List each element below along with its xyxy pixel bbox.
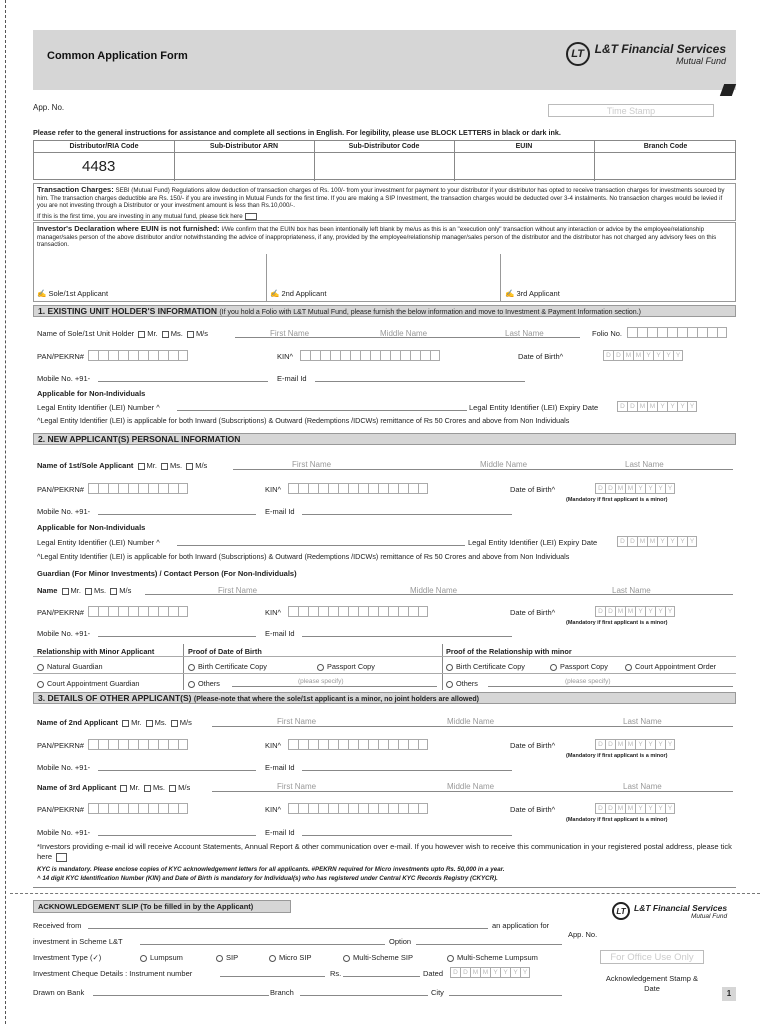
a1-pan-field[interactable] [88,483,188,494]
sip-option[interactable]: SIP [216,953,238,962]
a1-lei-label: Legal Entity Identifier (LEI) Number ^ [37,538,160,547]
a1-dob-field[interactable]: D D M M Y Y Y Y [595,483,675,494]
dob-label: Date of Birth^ [518,352,564,361]
a2-dob-label: Date of Birth^ [510,741,556,750]
a1-mss-label: M/s [195,461,208,470]
section-1-title: 1. EXISTING UNIT HOLDER'S INFORMATION [38,306,217,316]
g-dob-label: Date of Birth^ [510,608,556,617]
rs-label: Rs. [330,969,342,978]
a1-kin-label: KIN^ [265,485,282,494]
middle-name-hint: Middle Name [380,329,428,338]
a1-first-hint: First Name [292,460,332,469]
g-pan-field[interactable] [88,606,188,617]
option-label: Option [389,937,412,946]
ack-logo-sub: Mutual Fund [690,912,728,920]
dob-others-option[interactable]: Others [188,679,220,688]
brand-logo [566,42,726,66]
kin-field-1[interactable] [300,350,440,361]
a2-mss-checkbox[interactable] [171,720,178,727]
first-name-hint: First Name [270,329,310,338]
relationship-header: Relationship with Minor Applicant [37,647,155,656]
a3-pan-field[interactable] [88,803,188,814]
received-label: Received from [33,921,82,930]
a2-pan-field[interactable] [88,739,188,750]
distributor-code-field[interactable]: 4483 [82,158,116,175]
g-kin-field[interactable] [288,606,428,617]
a1-email-label: E-mail Id [265,507,295,516]
email-footnote: *Investors providing e-mail id will receive Account Statements, Annual Report & other communication over e-mail. If you however wish to receive this communication in your registered postal address, please tick here [37,842,732,861]
sign-3rd[interactable]: ✍ 3rd Applicant [505,289,560,298]
ms-checkbox[interactable] [162,331,169,338]
ack-title: ACKNOWLEDGEMENT SLIP (To be filled in by the Applicant) [33,900,291,913]
instrument-field[interactable] [220,976,325,977]
g-mobile-label: Mobile No. +91- [37,629,91,638]
g-middle-hint: Middle Name [410,586,458,595]
bank-field[interactable] [93,995,269,996]
multi-lumpsum-option[interactable]: Multi-Scheme Lumpsum [447,953,538,962]
city-label: City [431,988,444,997]
section-3-header [33,692,736,704]
g-name-label: Name [37,586,58,595]
a2-mss-label: M/s [179,718,192,727]
a2-ms-label: Ms. [154,718,167,727]
a1-lei-note: ^Legal Entity Identifier (LEI) is applicable for both Inward (Subscriptions) & Outward (Redemptions /IDCWs) remittance of Rs 50 Crores and above from Non Individuals [37,552,570,561]
a1-mr-label: Mr. [146,461,157,470]
a1-kin-field[interactable] [288,483,428,494]
lumpsum-option[interactable]: Lumpsum [140,953,183,962]
kyc-footnote: KYC is mandatory. Please enclose copies of KYC acknowledgement letters for all applicants. #PEKRN required for Micro investments upto Rs. 50,000 in a year. [37,866,505,873]
lei-expiry-label: Legal Entity Identifier (LEI) Expiry Date [469,403,599,412]
g-mss-label: M/s [119,586,132,595]
name3-label: Name of 3rd Applicant [37,783,117,792]
a3-ms-checkbox[interactable] [144,785,151,792]
section-3-title: 3. DETAILS OF OTHER APPLICANT(S) [38,693,192,703]
a1-name-field[interactable] [233,469,733,470]
first-time-checkbox[interactable] [245,213,257,220]
lt-logo-icon: LT [566,42,590,66]
a3-last-hint: Last Name [623,782,662,791]
txn-label: Transaction Charges: [37,185,114,194]
city-field[interactable] [449,995,562,996]
lei-note: ^Legal Entity Identifier (LEI) is applicable for both Inward (Subscriptions) & Outward (Redemptions /IDCWs) remittance of Rs 50 Crores and above from Non Individuals [37,416,570,425]
a2-kin-label: KIN^ [265,741,282,750]
a1-mr-checkbox[interactable] [138,463,145,470]
a2-dob-field[interactable]: D D M M Y Y Y Y [595,739,675,750]
a2-mr-label: Mr. [131,718,142,727]
section-1-header [33,305,736,317]
a3-kin-field[interactable] [288,803,428,814]
lei-label: Legal Entity Identifier (LEI) Number ^ [37,403,160,412]
kin-label: KIN^ [277,352,294,361]
a1-non-ind-label: Applicable for Non-Individuals [37,523,146,532]
proof-relationship-header: Proof of the Relationship with minor [446,647,572,656]
ack-logo [612,902,760,920]
pan-label: PAN/PEKRN# [37,352,84,361]
a1-pan-label: PAN/PEKRN# [37,485,84,494]
a3-pan-label: PAN/PEKRN# [37,805,84,814]
g-first-hint: First Name [218,586,258,595]
amount-field[interactable] [343,976,420,977]
col-distributor-code: Distributor/RIA Code [69,143,139,150]
a1-mobile-field[interactable] [98,514,256,515]
col-branch-code: Branch Code [643,143,688,150]
a2-last-hint: Last Name [623,717,662,726]
a2-email-field[interactable] [302,770,512,771]
dob-specify-hint: (please specify) [298,678,344,685]
rel-court-order-option[interactable]: Court Appointment Order [625,662,716,671]
a3-mss-label: M/s [178,783,191,792]
a3-name-field[interactable] [212,791,733,792]
email-label: E-mail Id [277,374,307,383]
received-field[interactable] [88,928,488,929]
sign-2nd[interactable]: ✍ 2nd Applicant [270,289,327,298]
a3-mr-label: Mr. [129,783,140,792]
sign-2nd-label: 2nd Applicant [281,289,327,298]
sign-3rd-label: 3rd Applicant [516,289,560,298]
guardian-label: Guardian (For Minor Investments) / Contact Person (For Non-Individuals) [37,569,297,578]
a3-email-label: E-mail Id [265,828,295,837]
ack-app-no-label: App. No. [568,930,598,939]
folio-field[interactable] [627,327,727,338]
a2-email-label: E-mail Id [265,763,295,772]
page-number: 1 [722,987,736,1001]
inv-type-label: Investment Type (✓) [33,953,102,962]
g-mandatory-note: (Mandatory if first applicant is a minor) [566,620,668,626]
dob-passport-option[interactable]: Passport Copy [317,662,375,671]
euin-label: Investor's Declaration where EUIN is not furnished: [37,224,220,233]
folio-label: Folio No. [592,329,623,338]
last-name-hint: Last Name [505,329,544,338]
a1-last-hint: Last Name [625,460,664,469]
form-header [33,30,736,90]
name1-label: Name of 1st/Sole Applicant [37,461,134,470]
rel-specify-hint: (please specify) [565,678,611,685]
ms-label: Ms. [170,329,183,338]
a3-mss-checkbox[interactable] [169,785,176,792]
g-pan-label: PAN/PEKRN# [37,608,84,617]
mr-checkbox[interactable] [138,331,145,338]
non-individuals-label: Applicable for Non-Individuals [37,389,146,398]
rel-others-option[interactable]: Others [446,679,478,688]
a3-dob-label: Date of Birth^ [510,805,556,814]
mr-label: Mr. [147,329,158,338]
name-sole-label: Name of Sole/1st Unit Holder [37,329,135,338]
natural-guardian-option[interactable]: Natural Guardian [37,662,103,671]
dob-specify-field[interactable] [232,686,437,687]
multi-sip-option[interactable]: Multi-Scheme SIP [343,953,413,962]
mobile-label: Mobile No. +91- [37,374,91,383]
a3-ms-label: Ms. [152,783,166,792]
g-email-field[interactable] [302,636,512,637]
a2-pan-label: PAN/PEKRN# [37,741,84,750]
ack-stamp-label: Acknowledgement Stamp & Date [605,974,699,993]
app-no-label: App. No. [33,103,65,112]
logo-name: L&T Financial Services [594,42,726,56]
a3-middle-hint: Middle Name [447,782,495,791]
postal-checkbox[interactable] [56,853,67,862]
cheque-date-field[interactable]: D D M M Y Y Y Y [450,967,530,978]
a2-middle-hint: Middle Name [447,717,495,726]
a1-mandatory-note: (Mandatory if first applicant is a minor) [566,497,668,503]
micro-sip-option[interactable]: Micro SIP [269,953,312,962]
scheme-label: investment in Scheme L&T [33,937,123,946]
dob-birth-cert-option[interactable]: Birth Certificate Copy [188,662,267,671]
euin-text: I/We confirm that the EUIN box has been intentionally left blank by me/us as this is an "execution only" transaction without any interaction or advice by the employee/relationship manager/sales person of the above distributor and/or notwithstanding the advice of inappropriateness, if any, provided by the employee/relationship manager/sales person of the distributor and the distributor has not charged any advisory fees on this transaction. [37,226,717,248]
cheque-label: Investment Cheque Details : Instrument number [33,969,193,978]
a1-ms-label: Ms. [170,461,183,470]
section-1-note: (If you hold a Folio with L&T Mutual Fund, please furnish the below information and move to Investment & Payment Information section.) [219,309,641,316]
a2-mandatory-note: (Mandatory if first applicant is a minor) [566,753,668,759]
cut-line [5,0,6,1024]
section-2-title: 2. NEW APPLICANT(S) PERSONAL INFORMATION [38,434,241,444]
tear-line [10,893,760,894]
a2-first-hint: First Name [277,717,317,726]
court-guardian-option[interactable]: Court Appointment Guardian [37,679,139,688]
ack-logo-name: L&T Financial Services [634,902,728,913]
a1-mobile-label: Mobile No. +91- [37,507,91,516]
a2-mr-checkbox[interactable] [122,720,129,727]
bank-label: Drawn on Bank [33,988,85,997]
a2-name-field[interactable] [212,726,733,727]
g-ms-label: Ms. [94,586,107,595]
rel-specify-field[interactable] [488,686,733,687]
g-mss-checkbox[interactable] [110,588,117,595]
option-field[interactable] [416,944,562,945]
col-sub-code: Sub-Distributor Code [348,143,420,150]
proof-dob-header: Proof of Date of Birth [188,647,262,656]
mss-checkbox[interactable] [187,331,194,338]
mobile-field-1[interactable] [98,381,268,382]
a1-lei-field[interactable] [177,545,465,546]
g-ms-checkbox[interactable] [85,588,92,595]
header-corner-mark [720,84,736,96]
a1-email-field[interactable] [302,514,512,515]
ack-lt-icon: LT [612,902,630,920]
app-for-label: an application for [492,921,550,930]
col-sub-arn: Sub-Distributor ARN [209,143,279,150]
rel-passport-option[interactable]: Passport Copy [550,662,608,671]
g-mr-checkbox[interactable] [62,588,69,595]
a1-mss-checkbox[interactable] [186,463,193,470]
scheme-field[interactable] [140,944,385,945]
a3-first-hint: First Name [277,782,317,791]
branch-label: Branch [270,988,294,997]
a3-kin-label: KIN^ [265,805,282,814]
txn-text: SEBI (Mutual Fund) Regulations allow deduction of transaction charges of Rs. 100/- from your investment for payment to your distributor if your distributor has opted to receive transaction charges for investments sourced by him. The transaction charges deductible are Rs. 150/- if you are investing in Mutual Funds for the first time. If you are making a SIP Investment, the transaction charges would be deducted over 3-4 instalments. No transaction charges would be levied if you are not investing through a Distributor or your investment amount is less than Rs.10,000/-. [37,187,725,209]
a2-mobile-label: Mobile No. +91- [37,763,91,772]
a1-middle-hint: Middle Name [480,460,528,469]
lei-field-1[interactable] [177,410,467,411]
g-dob-field[interactable]: D D M M Y Y Y Y [595,606,675,617]
distributor-table [33,140,736,180]
rel-birth-cert-option[interactable]: Birth Certificate Copy [446,662,525,671]
a3-mr-checkbox[interactable] [120,785,127,792]
a2-kin-field[interactable] [288,739,428,750]
instructions: Please refer to the general instructions for assistance and complete all sections in English. For legibility, please use BLOCK LETTERS in black or dark ink. [33,128,561,137]
kin-footnote: ^ 14 digit KYC Identification Number (KIN) and Date of Birth is mandatory for Individual(s) who has registered under Central KYC Records Registry (CKYCR). [37,875,498,882]
a2-ms-checkbox[interactable] [146,720,153,727]
office-use-label: For Office Use Only [600,950,704,964]
a1-lei-exp-label: Legal Entity Identifier (LEI) Expiry Date [468,538,598,547]
g-mr-label: Mr. [70,586,81,595]
sign-sole[interactable]: ✍ Sole/1st Applicant [37,289,109,298]
section-2-header [33,433,736,445]
a2-mobile-field[interactable] [98,770,256,771]
a1-ms-checkbox[interactable] [161,463,168,470]
a1-lei-exp-field[interactable]: D D M M Y Y Y Y [617,536,697,547]
a3-email-field[interactable] [302,835,512,836]
g-last-hint: Last Name [612,586,651,595]
g-kin-label: KIN^ [265,608,282,617]
a1-dob-label: Date of Birth^ [510,485,556,494]
mss-label: M/s [195,329,209,338]
a3-mobile-field[interactable] [98,835,256,836]
branch-field[interactable] [300,995,428,996]
email-field-1[interactable] [315,381,525,382]
g-email-label: E-mail Id [265,629,295,638]
name2-label: Name of 2nd Applicant [37,718,118,727]
section-3-note: (Please-note that where the sole/1st applicant is a minor, no joint holders are allowed) [193,696,479,703]
pan-field-1[interactable] [88,350,188,361]
first-time-text: If this is the first time, you are investing in any mutual fund, please tick here [37,213,243,221]
g-mobile-field[interactable] [98,636,256,637]
page-title: Common Application Form [47,50,188,62]
a3-dob-field[interactable]: D D M M Y Y Y Y [595,803,675,814]
a3-mobile-label: Mobile No. +91- [37,828,91,837]
lei-expiry-field-1[interactable]: D D M M Y Y Y Y [617,401,697,412]
a3-mandatory-note: (Mandatory if first applicant is a minor) [566,817,668,823]
dated-label: Dated [423,969,444,978]
col-euin: EUIN [515,143,533,150]
sign-sole-label: Sole/1st Applicant [48,289,109,298]
time-stamp-box: Time Stamp [548,104,714,117]
logo-sub: Mutual Fund [675,56,726,66]
dob-field-1[interactable]: D D M M Y Y Y Y [603,350,683,361]
